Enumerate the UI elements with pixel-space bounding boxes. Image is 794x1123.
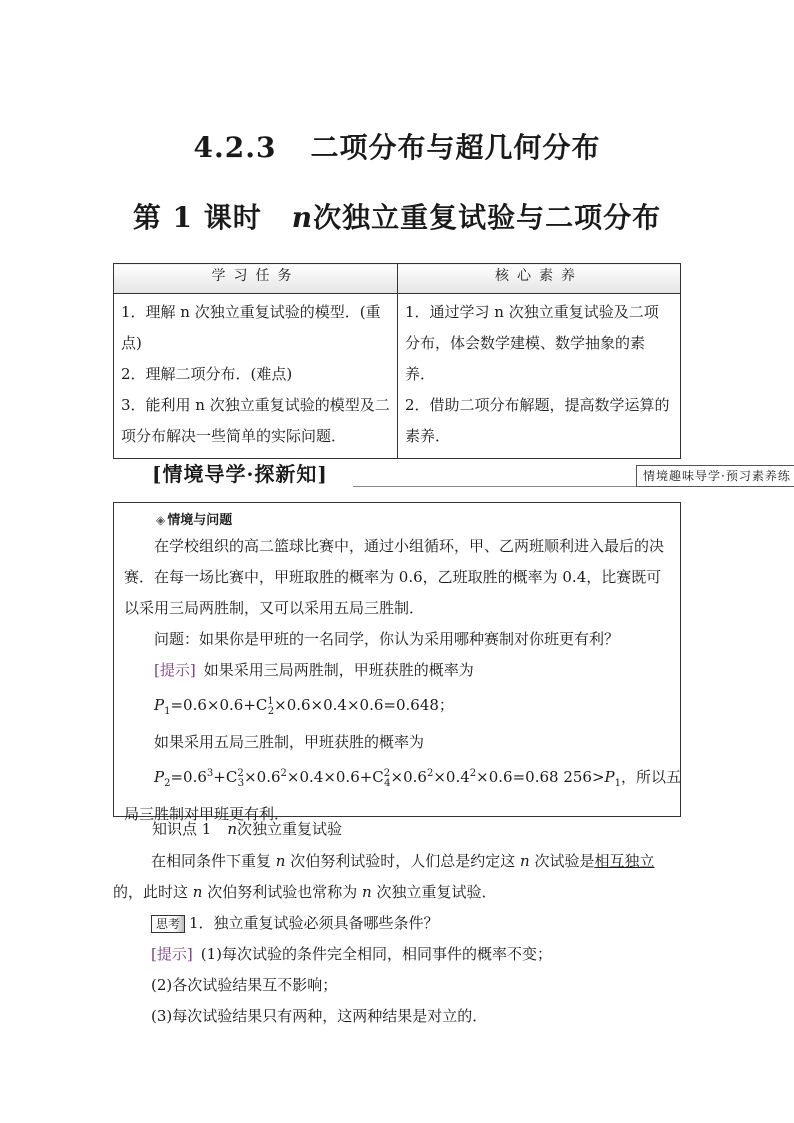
lesson-n: n	[291, 201, 314, 234]
answer-2: (2)各次试验结果互不影响；	[151, 976, 338, 994]
eye-icon: ◈	[156, 513, 166, 527]
banner-divider	[353, 486, 637, 487]
lesson-number: 第 1 课时	[132, 201, 262, 234]
answer-1: [提示] (1)每次试验的条件完全相同，相同事件的概率不变；	[151, 945, 552, 963]
lesson-name: 次独立重复试验与二项分布	[313, 201, 662, 234]
objectives-table	[113, 263, 681, 459]
knowledge-point-heading: 知识点 1 n次独立重复试验	[152, 820, 342, 838]
definition-line-1: 在相同条件下重复 n 次伯努利试验时，人们总是约定这 n 次试验是相互独立	[151, 852, 655, 870]
situation-paragraph: 在学校组织的高二篮球比赛中，通过小组循环，甲、乙两班顺利进入最后的决赛．在每一场比赛中，甲班取胜的概率为 0.6，乙班取胜的概率为 0.4，比赛既可以采用三局两胜制，又可以采用五局三胜制．	[124, 537, 665, 617]
conclusion-text: 局三胜制对甲班更有利．	[124, 805, 290, 823]
section-title	[0, 126, 794, 166]
banner-tag: 情境趣味导学·预习素养练	[636, 465, 794, 487]
hint-label: [提示]	[154, 661, 196, 679]
header-learning-tasks: 学习任务	[114, 264, 398, 294]
core-literacy-cell	[398, 294, 681, 459]
definition-line-2: 的，此时这 n 次伯努利试验也常称为 n 次独立重复试验．	[113, 883, 497, 901]
underlined-term: 相互独立	[594, 852, 655, 870]
equation-p1: $P_1=0.6\times 0.6+C^1_2\times 0.6\times 0.4\times 0.6=0.648$；	[154, 696, 454, 717]
literacy-1: 1．通过学习 n 次独立重复试验及二项分布，体会数学建模、数学抽象的素养．	[405, 303, 659, 383]
hint-line: [提示] 如果采用三局两胜制，甲班获胜的概率为	[154, 661, 474, 679]
task-3: 3．能利用 n 次独立重复试验的模型及二项分布解决一些简单的实际问题．	[121, 396, 390, 445]
header-core-literacy: 核心素养	[398, 264, 681, 294]
knowledge-content	[113, 846, 681, 1032]
hint-label-2: [提示]	[151, 945, 193, 963]
section-name: 二项分布与超几何分布	[310, 131, 601, 164]
question-text: 问题：如果你是甲班的一名同学，你认为采用哪种赛制对你班更有利？	[154, 630, 620, 648]
answer-3: (3)每次试验结果只有两种，这两种结果是对立的．	[151, 1007, 488, 1025]
literacy-2: 2．借助二项分布解题，提高数学运算的素养．	[405, 396, 670, 445]
think-question: 思考 1．独立重复试验必须具备哪些条件？	[113, 908, 681, 939]
section-number: 4.2.3	[193, 131, 277, 164]
five-game-text: 如果采用五局三胜制，甲班获胜的概率为	[154, 733, 425, 751]
equation-p2: $P_2=0.6^3+C^2_3\times 0.6^2\times 0.4\times 0.6+C^2_4\times 0.6^2\times 0.4^2\times 0.6=0.68$ $256>P_1$，所以五	[154, 768, 682, 789]
situation-box	[113, 502, 682, 823]
lesson-title	[0, 196, 794, 236]
banner-title: [情境导学·探新知]	[152, 462, 328, 486]
situation-heading: ◈ 情境与问题	[156, 513, 233, 528]
learning-tasks-cell	[114, 294, 398, 459]
task-2: 2．理解二项分布．(难点)	[121, 365, 293, 383]
think-badge: 思考	[151, 915, 185, 933]
task-1: 1．理解 n 次独立重复试验的模型．(重点)	[121, 303, 381, 352]
